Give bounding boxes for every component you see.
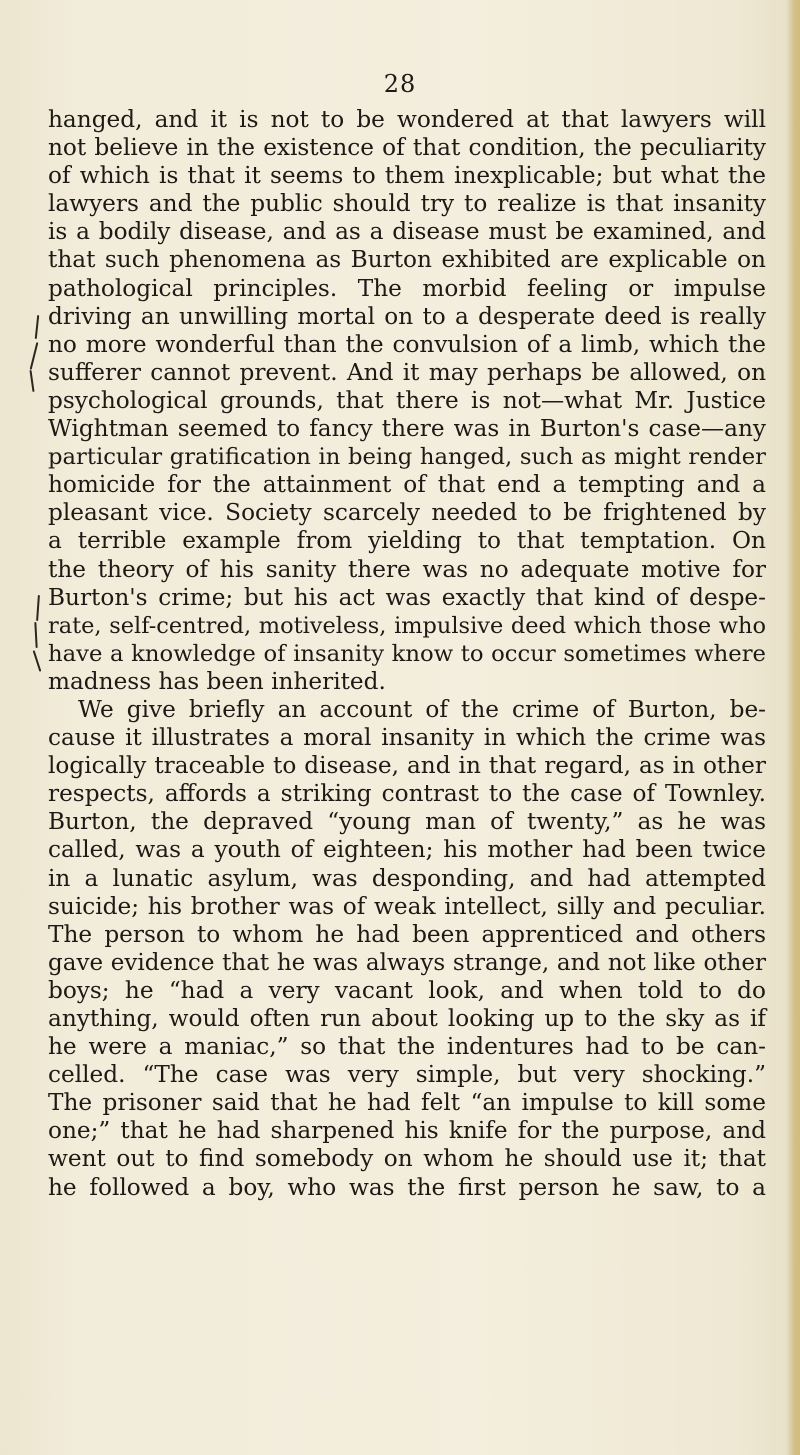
- text-line: Burton's crime; but his act was exactly that kind of despe-: [48, 583, 766, 611]
- text-line: homicide for the attainment of that end a tempting and a: [48, 471, 766, 499]
- text-line: have a knowledge of insanity know to occur sometimes where: [48, 640, 766, 667]
- text-line: he were a maniac,” so that the indentures had to be can-: [48, 1033, 766, 1061]
- text-line: of which is that it seems to them inexplicable; but what the: [48, 162, 766, 190]
- page-number: 28: [383, 70, 417, 98]
- text-line: The person to whom he had been apprenticed and others: [48, 920, 766, 948]
- text-line: is a bodily disease, and as a disease must be examined, and: [48, 218, 766, 246]
- text-line: rate, self-centred, motiveless, impulsive deed which those who: [48, 612, 766, 639]
- text-line: that such phenomena as Burton exhibited are explicable on: [48, 246, 766, 274]
- text-line: the theory of his sanity there was no adequate motive for: [48, 555, 766, 583]
- margin-mark: [34, 622, 37, 648]
- text-line: gave evidence that he was always strange, and not like other: [48, 949, 766, 976]
- text-line: went out to find somebody on whom he should use it; that: [48, 1145, 766, 1173]
- text-line: hanged, and it is not to be wondered at that lawyers will: [48, 106, 766, 133]
- text-line: cause it illustrates a moral insanity in which the crime was: [48, 724, 766, 752]
- text-line: a terrible example from yielding to that temptation. On: [48, 527, 766, 555]
- text-line: madness has been inherited.: [48, 667, 386, 695]
- margin-mark: [29, 370, 34, 392]
- text-line: particular gratification in being hanged, such as might render: [48, 444, 766, 471]
- text-line: sufferer cannot prevent. And it may perhaps be allowed, on: [48, 358, 766, 386]
- text-line: driving an unwilling mortal on to a desperate deed is really: [48, 302, 766, 330]
- text-line: logically traceable to disease, and in that regard, as in other: [48, 752, 766, 780]
- text-line: in a lunatic asylum, was desponding, and had attempted: [48, 864, 766, 892]
- text-line: pathological principles. The morbid feeling or impulse: [48, 274, 766, 302]
- paragraph-2: [48, 696, 766, 1202]
- text-line: suicide; his brother was of weak intellect, silly and peculiar.: [48, 892, 766, 920]
- text-line: he followed a boy, who was the first person he saw, to a: [48, 1173, 766, 1201]
- page-edge-shadow: [786, 0, 800, 1455]
- text-line: pleasant vice. Society scarcely needed to be frightened by: [48, 499, 766, 527]
- text-line: anything, would often run about looking up to the sky as if: [48, 1005, 766, 1032]
- text-line: boys; he “had a very vacant look, and when told to do: [48, 976, 766, 1004]
- text-line: respects, affords a striking contrast to the case of Townley.: [48, 780, 766, 808]
- body-text: [48, 106, 766, 1202]
- text-line: The prisoner said that he had felt “an impulse to kill some: [48, 1089, 766, 1117]
- margin-mark: [33, 650, 42, 672]
- text-line: not believe in the existence of that condition, the peculiarity: [48, 134, 766, 162]
- text-line: Burton, the depraved “young man of twenty,” as he was: [48, 808, 766, 836]
- text-line: celled. “The case was very simple, but very shocking.”: [48, 1061, 766, 1089]
- text-line: psychological grounds, that there is not—what Mr. Justice: [48, 386, 766, 414]
- text-line: called, was a youth of eighteen; his mother had been twice: [48, 836, 766, 864]
- text-line: one;” that he had sharpened his knife for the purpose, and: [48, 1117, 766, 1145]
- margin-mark: [30, 342, 39, 370]
- margin-mark: [36, 595, 40, 621]
- text-line: Wightman seemed to fancy there was in Burton's case—any: [48, 415, 766, 443]
- text-line: We give briefly an account of the crime of Burton, be-: [78, 695, 766, 723]
- paragraph-1: [48, 106, 766, 696]
- text-line: lawyers and the public should try to realize is that insanity: [48, 190, 766, 218]
- margin-mark: [35, 315, 39, 339]
- text-line: no more wonderful than the convulsion of a limb, which the: [48, 330, 766, 358]
